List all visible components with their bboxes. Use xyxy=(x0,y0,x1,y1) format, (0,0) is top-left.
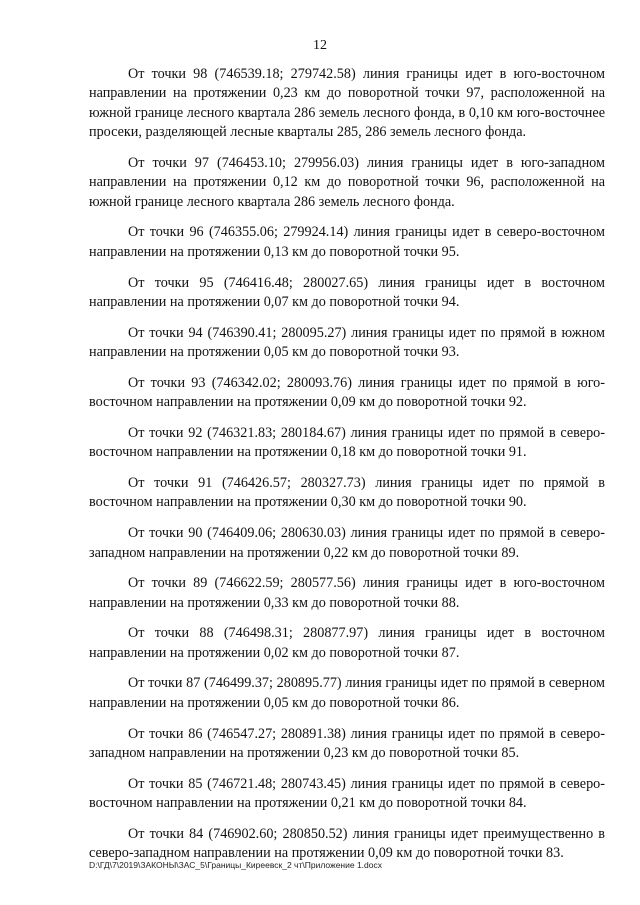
paragraph-point-98: От точки 98 (746539.18; 279742.58) линия границы идет в юго-восточном направлении на протяжении 0,23 км до поворотной точки 97, расположенной на южной границе лесного квартала 286 земель лесного фонда, в 0,10 км юго-восточнее просеки, разделяющей лесные кварталы 285, 286 земель лесного фонда. xyxy=(89,66,605,141)
paragraph-point-94: От точки 94 (746390.41; 280095.27) линия границы идет по прямой в южном направлении на протяжении 0,05 км до поворотной точки 93. xyxy=(89,324,605,361)
paragraph-point-88: От точки 88 (746498.31; 280877.97) линия границы идет в восточном направлении на протяжении 0,02 км до поворотной точки 87. xyxy=(89,625,605,661)
paragraph-point-97: От точки 97 (746453.10; 279956.03) линия границы идет в юго-западном направлении на протяжении 0,12 км до поворотной точки 96, расположенной на южной границе лесного квартала 286 земель лесного фонда. xyxy=(89,154,605,210)
paragraph-point-85: От точки 85 (746721.48; 280743.45) линия границы идет по прямой в северо-восточном направлении на протяжении 0,21 км до поворотной точки 84. xyxy=(89,775,605,812)
paragraph-point-92: От точки 92 (746321.83; 280184.67) линия границы идет по прямой в северо-восточном направлении на протяжении 0,18 км до поворотной точки 91. xyxy=(89,424,605,461)
paragraph-point-95: От точки 95 (746416.48; 280027.65) линия границы идет в восточном направлении на протяжении 0,07 км до поворотной точки 94. xyxy=(89,274,605,310)
footer-file-path: D:\ГД\7\2019\ЗАКОНЫ\ЗАС_5\Границы_Киреевск_2 чт\Приложение 1.docx xyxy=(89,860,382,870)
paragraph-point-89: От точки 89 (746622.59; 280577.56) линия границы идет в юго-восточном направлении на протяжении 0,33 км до поворотной точки 88. xyxy=(89,575,605,611)
paragraph-point-87: От точки 87 (746499.37; 280895.77) линия границы идет по прямой в северном направлении на протяжении 0,05 км до поворотной точки 86. xyxy=(89,675,605,711)
paragraph-point-91: От точки 91 (746426.57; 280327.73) линия границы идет по прямой в восточном направлении на протяжении 0,30 км до поворотной точки 90. xyxy=(89,474,605,511)
paragraph-point-93: От точки 93 (746342.02; 280093.76) линия границы идет по прямой в юго-восточном направлении на протяжении 0,09 км до поворотной точки 92. xyxy=(89,374,605,411)
paragraph-point-86: От точки 86 (746547.27; 280891.38) линия границы идет по прямой в северо-западном направлении на протяжении 0,23 км до поворотной точки 85. xyxy=(89,725,605,761)
document-body xyxy=(89,65,605,875)
paragraph-point-84: От точки 84 (746902.60; 280850.52) линия границы идет преимущественно в северо-западном направлении на протяжении 0,09 км до поворотной точки 83. xyxy=(89,825,605,862)
paragraph-point-96: От точки 96 (746355.06; 279924.14) линия границы идет в северо-восточном направлении на протяжении 0,13 км до поворотной точки 95. xyxy=(89,224,605,260)
page-number: 12 xyxy=(313,38,327,53)
paragraph-point-90: От точки 90 (746409.06; 280630.03) линия границы идет по прямой в северо-западном направлении на протяжении 0,22 км до поворотной точки 89. xyxy=(89,525,605,561)
